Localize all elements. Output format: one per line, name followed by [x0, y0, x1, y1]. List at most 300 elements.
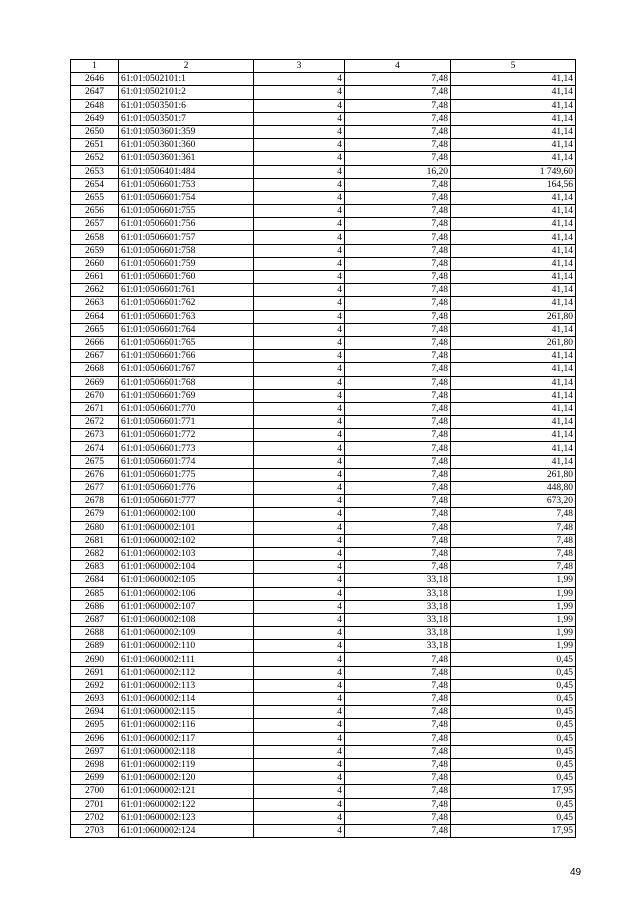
table-row — [71, 284, 576, 297]
table-cell: 7,48 — [345, 389, 451, 402]
table-row — [71, 257, 576, 270]
table-cell: 7,48 — [345, 231, 451, 244]
table-row — [71, 547, 576, 560]
table-row — [71, 99, 576, 112]
table-cell: 4 — [254, 112, 345, 125]
table-row — [71, 468, 576, 481]
table-cell: 61:01:0506601:765 — [119, 336, 254, 349]
table-cell: 4 — [254, 732, 345, 745]
table-cell: 4 — [254, 73, 345, 86]
table-cell: 4 — [254, 455, 345, 468]
table-cell: 2699 — [71, 772, 119, 785]
table-cell: 4 — [254, 534, 345, 547]
table-cell: 7,48 — [345, 86, 451, 99]
table-cell: 41,14 — [451, 205, 576, 218]
table-row — [71, 112, 576, 125]
table-cell: 4 — [254, 389, 345, 402]
table-cell: 7,48 — [345, 561, 451, 574]
table-cell: 7,48 — [345, 218, 451, 231]
table-cell: 4 — [254, 495, 345, 508]
table-cell: 61:01:0506601:757 — [119, 231, 254, 244]
table-cell: 2671 — [71, 402, 119, 415]
table-cell: 2681 — [71, 534, 119, 547]
table-cell: 2692 — [71, 679, 119, 692]
table-cell: 61:01:0506601:762 — [119, 297, 254, 310]
table-cell: 4 — [254, 125, 345, 138]
table-cell: 4 — [254, 772, 345, 785]
table-cell: 61:01:0600002:104 — [119, 561, 254, 574]
table-cell: 41,14 — [451, 218, 576, 231]
table-cell: 61:01:0600002:111 — [119, 653, 254, 666]
table-cell: 61:01:0506601:773 — [119, 442, 254, 455]
table-cell: 7,48 — [345, 785, 451, 798]
table-cell: 4 — [254, 231, 345, 244]
table-cell: 61:01:0506601:774 — [119, 455, 254, 468]
table-cell: 61:01:0506601:770 — [119, 402, 254, 415]
table-cell: 61:01:0503501:7 — [119, 112, 254, 125]
table-cell: 2647 — [71, 86, 119, 99]
table-cell: 41,14 — [451, 231, 576, 244]
table-row — [71, 139, 576, 152]
table-cell: 7,48 — [451, 508, 576, 521]
table-row — [71, 653, 576, 666]
table-row — [71, 561, 576, 574]
table-row — [71, 416, 576, 429]
table-cell: 7,48 — [345, 416, 451, 429]
table-row — [71, 706, 576, 719]
table-cell: 41,14 — [451, 284, 576, 297]
table-cell: 7,48 — [451, 521, 576, 534]
table-cell: 4 — [254, 376, 345, 389]
table-cell: 7,48 — [345, 811, 451, 824]
table-cell: 7,48 — [345, 271, 451, 284]
table-cell: 7,48 — [345, 772, 451, 785]
table-cell: 7,48 — [345, 112, 451, 125]
table-row — [71, 178, 576, 191]
table-cell: 4 — [254, 561, 345, 574]
table-cell: 2690 — [71, 653, 119, 666]
table-cell: 2649 — [71, 112, 119, 125]
table-cell: 61:01:0506401:484 — [119, 165, 254, 178]
table-cell: 41,14 — [451, 152, 576, 165]
table-cell: 2677 — [71, 482, 119, 495]
table-cell: 4 — [254, 758, 345, 771]
table-cell: 61:01:0600002:116 — [119, 719, 254, 732]
table-cell: 7,48 — [345, 732, 451, 745]
table-cell: 4 — [254, 442, 345, 455]
table-cell: 0,45 — [451, 679, 576, 692]
table-cell: 7,48 — [345, 495, 451, 508]
table-cell: 4 — [254, 547, 345, 560]
table-cell: 61:01:0600002:103 — [119, 547, 254, 560]
table-cell: 2695 — [71, 719, 119, 732]
table-cell: 17,95 — [451, 824, 576, 837]
table-row — [71, 363, 576, 376]
table-cell: 4 — [254, 139, 345, 152]
table-cell: 61:01:0506601:766 — [119, 350, 254, 363]
table-cell: 61:01:0600002:114 — [119, 693, 254, 706]
table-row — [71, 244, 576, 257]
table-row — [71, 811, 576, 824]
table-row — [71, 86, 576, 99]
table-cell: 2689 — [71, 640, 119, 653]
table-cell: 61:01:0506601:777 — [119, 495, 254, 508]
table-cell: 7,48 — [345, 798, 451, 811]
table-cell: 7,48 — [345, 336, 451, 349]
table-cell: 61:01:0506601:760 — [119, 271, 254, 284]
table-cell: 41,14 — [451, 297, 576, 310]
header-row — [71, 60, 576, 73]
table-cell: 4 — [254, 218, 345, 231]
table-row — [71, 666, 576, 679]
table-cell: 7,48 — [345, 350, 451, 363]
table-cell: 61:01:0506601:768 — [119, 376, 254, 389]
table-cell: 2693 — [71, 693, 119, 706]
table-cell: 2678 — [71, 495, 119, 508]
table-cell: 61:01:0506601:763 — [119, 310, 254, 323]
table-cell: 7,48 — [345, 824, 451, 837]
table-cell: 7,48 — [345, 508, 451, 521]
table-cell: 41,14 — [451, 389, 576, 402]
table-cell: 61:01:0506601:776 — [119, 482, 254, 495]
table-cell: 4 — [254, 402, 345, 415]
table-cell: 2685 — [71, 587, 119, 600]
table-cell: 1,99 — [451, 587, 576, 600]
table-cell: 4 — [254, 416, 345, 429]
table-cell: 4 — [254, 666, 345, 679]
table-row — [71, 442, 576, 455]
table-row — [71, 693, 576, 706]
table-cell: 0,45 — [451, 666, 576, 679]
table-row — [71, 798, 576, 811]
table-cell: 4 — [254, 613, 345, 626]
table-cell: 4 — [254, 482, 345, 495]
table-row — [71, 627, 576, 640]
table-cell: 2646 — [71, 73, 119, 86]
table-cell: 61:01:0506601:756 — [119, 218, 254, 231]
table-cell: 2680 — [71, 521, 119, 534]
table-cell: 2703 — [71, 824, 119, 837]
table-cell: 7,48 — [345, 653, 451, 666]
table-cell: 261,80 — [451, 310, 576, 323]
table-cell: 41,14 — [451, 73, 576, 86]
table-cell: 61:01:0506601:761 — [119, 284, 254, 297]
table-row — [71, 336, 576, 349]
table-cell: 4 — [254, 429, 345, 442]
table-cell: 2659 — [71, 244, 119, 257]
table-row — [71, 191, 576, 204]
table-cell: 61:01:0600002:102 — [119, 534, 254, 547]
table-row — [71, 73, 576, 86]
table-cell: 41,14 — [451, 99, 576, 112]
table-cell: 2694 — [71, 706, 119, 719]
table-cell: 164,56 — [451, 178, 576, 191]
table-cell: 0,45 — [451, 706, 576, 719]
table-cell: 4 — [254, 363, 345, 376]
table-row — [71, 231, 576, 244]
table-row — [71, 402, 576, 415]
table-cell: 4 — [254, 86, 345, 99]
table-cell: 2652 — [71, 152, 119, 165]
table-cell: 4 — [254, 508, 345, 521]
table-cell: 4 — [254, 468, 345, 481]
table-cell: 2679 — [71, 508, 119, 521]
table-cell: 61:01:0600002:110 — [119, 640, 254, 653]
table-cell: 4 — [254, 693, 345, 706]
table-cell: 33,18 — [345, 613, 451, 626]
table-row — [71, 455, 576, 468]
table-row — [71, 613, 576, 626]
table-cell: 61:01:0600002:118 — [119, 745, 254, 758]
table-cell: 2687 — [71, 613, 119, 626]
table-cell: 4 — [254, 152, 345, 165]
table-cell: 4 — [254, 191, 345, 204]
table-cell: 673,20 — [451, 495, 576, 508]
column-header: 2 — [119, 60, 254, 73]
table-cell: 61:01:0506601:772 — [119, 429, 254, 442]
table-cell: 7,48 — [345, 178, 451, 191]
table-row — [71, 429, 576, 442]
table-row — [71, 271, 576, 284]
table-cell: 61:01:0506601:753 — [119, 178, 254, 191]
table-cell: 2698 — [71, 758, 119, 771]
table-cell: 2669 — [71, 376, 119, 389]
table-cell: 41,14 — [451, 455, 576, 468]
table-cell: 2701 — [71, 798, 119, 811]
table-cell: 4 — [254, 811, 345, 824]
table-cell: 61:01:0503501:6 — [119, 99, 254, 112]
table-cell: 41,14 — [451, 139, 576, 152]
table-row — [71, 732, 576, 745]
table-cell: 4 — [254, 165, 345, 178]
table-row — [71, 521, 576, 534]
table-row — [71, 679, 576, 692]
table-cell: 4 — [254, 587, 345, 600]
table-cell: 7,48 — [345, 139, 451, 152]
table-cell: 2696 — [71, 732, 119, 745]
table-cell: 4 — [254, 205, 345, 218]
table-cell: 61:01:0506601:758 — [119, 244, 254, 257]
table-cell: 7,48 — [451, 561, 576, 574]
table-cell: 16,20 — [345, 165, 451, 178]
table-cell: 61:01:0600002:124 — [119, 824, 254, 837]
table-cell: 7,48 — [345, 376, 451, 389]
table-cell: 7,48 — [345, 455, 451, 468]
table-row — [71, 205, 576, 218]
table-row — [71, 310, 576, 323]
table-cell: 2660 — [71, 257, 119, 270]
table-row — [71, 297, 576, 310]
table-cell: 2663 — [71, 297, 119, 310]
table-cell: 33,18 — [345, 574, 451, 587]
table-cell: 1,99 — [451, 613, 576, 626]
table-cell: 61:01:0600002:101 — [119, 521, 254, 534]
table-row — [71, 495, 576, 508]
table-cell: 2650 — [71, 125, 119, 138]
table-cell: 2668 — [71, 363, 119, 376]
table-cell: 2666 — [71, 336, 119, 349]
table-row — [71, 152, 576, 165]
table-cell: 4 — [254, 719, 345, 732]
table-cell: 2658 — [71, 231, 119, 244]
table-cell: 4 — [254, 785, 345, 798]
table-cell: 2682 — [71, 547, 119, 560]
table-cell: 4 — [254, 257, 345, 270]
table-cell: 7,48 — [345, 468, 451, 481]
table-cell: 4 — [254, 627, 345, 640]
table-cell: 61:01:0506601:767 — [119, 363, 254, 376]
table-cell: 4 — [254, 640, 345, 653]
table-cell: 41,14 — [451, 429, 576, 442]
table-cell: 7,48 — [345, 482, 451, 495]
table-cell: 7,48 — [345, 73, 451, 86]
table-cell: 2657 — [71, 218, 119, 231]
table-cell: 33,18 — [345, 627, 451, 640]
table-cell: 4 — [254, 653, 345, 666]
table-cell: 61:01:0506601:755 — [119, 205, 254, 218]
table-cell: 4 — [254, 284, 345, 297]
table-row — [71, 350, 576, 363]
table-row — [71, 719, 576, 732]
table-cell: 61:01:0600002:100 — [119, 508, 254, 521]
table-cell: 2664 — [71, 310, 119, 323]
table-cell: 4 — [254, 521, 345, 534]
table-cell: 2673 — [71, 429, 119, 442]
table-row — [71, 218, 576, 231]
table-cell: 1,99 — [451, 627, 576, 640]
table-cell: 2651 — [71, 139, 119, 152]
table-row — [71, 323, 576, 336]
table-cell: 61:01:0503601:360 — [119, 139, 254, 152]
table-cell: 2702 — [71, 811, 119, 824]
table-cell: 4 — [254, 244, 345, 257]
table-cell: 7,48 — [345, 429, 451, 442]
table-cell: 0,45 — [451, 772, 576, 785]
table-cell: 2655 — [71, 191, 119, 204]
table-cell: 2672 — [71, 416, 119, 429]
table-cell: 2667 — [71, 350, 119, 363]
table-cell: 4 — [254, 350, 345, 363]
table-cell: 4 — [254, 574, 345, 587]
table-cell: 7,48 — [345, 693, 451, 706]
table-cell: 61:01:0506601:771 — [119, 416, 254, 429]
table-cell: 41,14 — [451, 191, 576, 204]
table-cell: 41,14 — [451, 350, 576, 363]
table-cell: 0,45 — [451, 732, 576, 745]
table-cell: 2691 — [71, 666, 119, 679]
table-cell: 2674 — [71, 442, 119, 455]
table-cell: 61:01:0506601:754 — [119, 191, 254, 204]
table-cell: 61:01:0600002:108 — [119, 613, 254, 626]
table-cell: 4 — [254, 99, 345, 112]
table-cell: 41,14 — [451, 257, 576, 270]
table-cell: 1 749,60 — [451, 165, 576, 178]
table-cell: 41,14 — [451, 363, 576, 376]
table-cell: 4 — [254, 271, 345, 284]
table-cell: 2654 — [71, 178, 119, 191]
table-row — [71, 824, 576, 837]
table-cell: 4 — [254, 178, 345, 191]
table-cell: 4 — [254, 323, 345, 336]
table-cell: 61:01:0600002:122 — [119, 798, 254, 811]
table-row — [71, 534, 576, 547]
table-cell: 4 — [254, 336, 345, 349]
table-cell: 41,14 — [451, 244, 576, 257]
table-row — [71, 758, 576, 771]
table-cell: 41,14 — [451, 125, 576, 138]
table-cell: 4 — [254, 310, 345, 323]
table-cell: 448,80 — [451, 482, 576, 495]
table-cell: 17,95 — [451, 785, 576, 798]
table-cell: 61:01:0600002:120 — [119, 772, 254, 785]
table-row — [71, 587, 576, 600]
column-header: 5 — [451, 60, 576, 73]
table-cell: 61:01:0600002:123 — [119, 811, 254, 824]
table-cell: 61:01:0506601:759 — [119, 257, 254, 270]
table-cell: 7,48 — [345, 679, 451, 692]
table-cell: 7,48 — [345, 402, 451, 415]
table-cell: 7,48 — [451, 547, 576, 560]
table-cell: 61:01:0600002:119 — [119, 758, 254, 771]
table-cell: 2697 — [71, 745, 119, 758]
table-cell: 261,80 — [451, 336, 576, 349]
table-cell: 61:01:0506601:775 — [119, 468, 254, 481]
table-cell: 2686 — [71, 600, 119, 613]
table-cell: 41,14 — [451, 402, 576, 415]
table-row — [71, 574, 576, 587]
table-cell: 7,48 — [345, 666, 451, 679]
table-cell: 61:01:0600002:106 — [119, 587, 254, 600]
table-cell: 61:01:0502101:1 — [119, 73, 254, 86]
table-cell: 2683 — [71, 561, 119, 574]
table-cell: 7,48 — [451, 534, 576, 547]
table-cell: 7,48 — [345, 310, 451, 323]
table-cell: 2648 — [71, 99, 119, 112]
table-cell: 1,99 — [451, 640, 576, 653]
table-cell: 7,48 — [345, 257, 451, 270]
table-cell: 61:01:0600002:115 — [119, 706, 254, 719]
table-cell: 0,45 — [451, 798, 576, 811]
table-cell: 33,18 — [345, 600, 451, 613]
page-number: 49 — [570, 867, 582, 878]
table-row — [71, 785, 576, 798]
table-cell: 61:01:0600002:109 — [119, 627, 254, 640]
table-row — [71, 125, 576, 138]
table-cell: 61:01:0600002:113 — [119, 679, 254, 692]
table-cell: 7,48 — [345, 152, 451, 165]
table-cell: 61:01:0600002:105 — [119, 574, 254, 587]
data-table — [70, 59, 576, 838]
table-cell: 7,48 — [345, 758, 451, 771]
table-cell: 7,48 — [345, 323, 451, 336]
table-row — [71, 745, 576, 758]
table-cell: 61:01:0506601:764 — [119, 323, 254, 336]
table-cell: 0,45 — [451, 693, 576, 706]
table-cell: 4 — [254, 798, 345, 811]
table-cell: 61:01:0503601:361 — [119, 152, 254, 165]
table-row — [71, 772, 576, 785]
table-cell: 2661 — [71, 271, 119, 284]
table-row — [71, 640, 576, 653]
table-cell: 41,14 — [451, 112, 576, 125]
table-cell: 7,48 — [345, 125, 451, 138]
table-cell: 7,48 — [345, 706, 451, 719]
table-cell: 41,14 — [451, 376, 576, 389]
table-cell: 0,45 — [451, 758, 576, 771]
table-cell: 7,48 — [345, 745, 451, 758]
table-cell: 7,48 — [345, 205, 451, 218]
table-cell: 2662 — [71, 284, 119, 297]
